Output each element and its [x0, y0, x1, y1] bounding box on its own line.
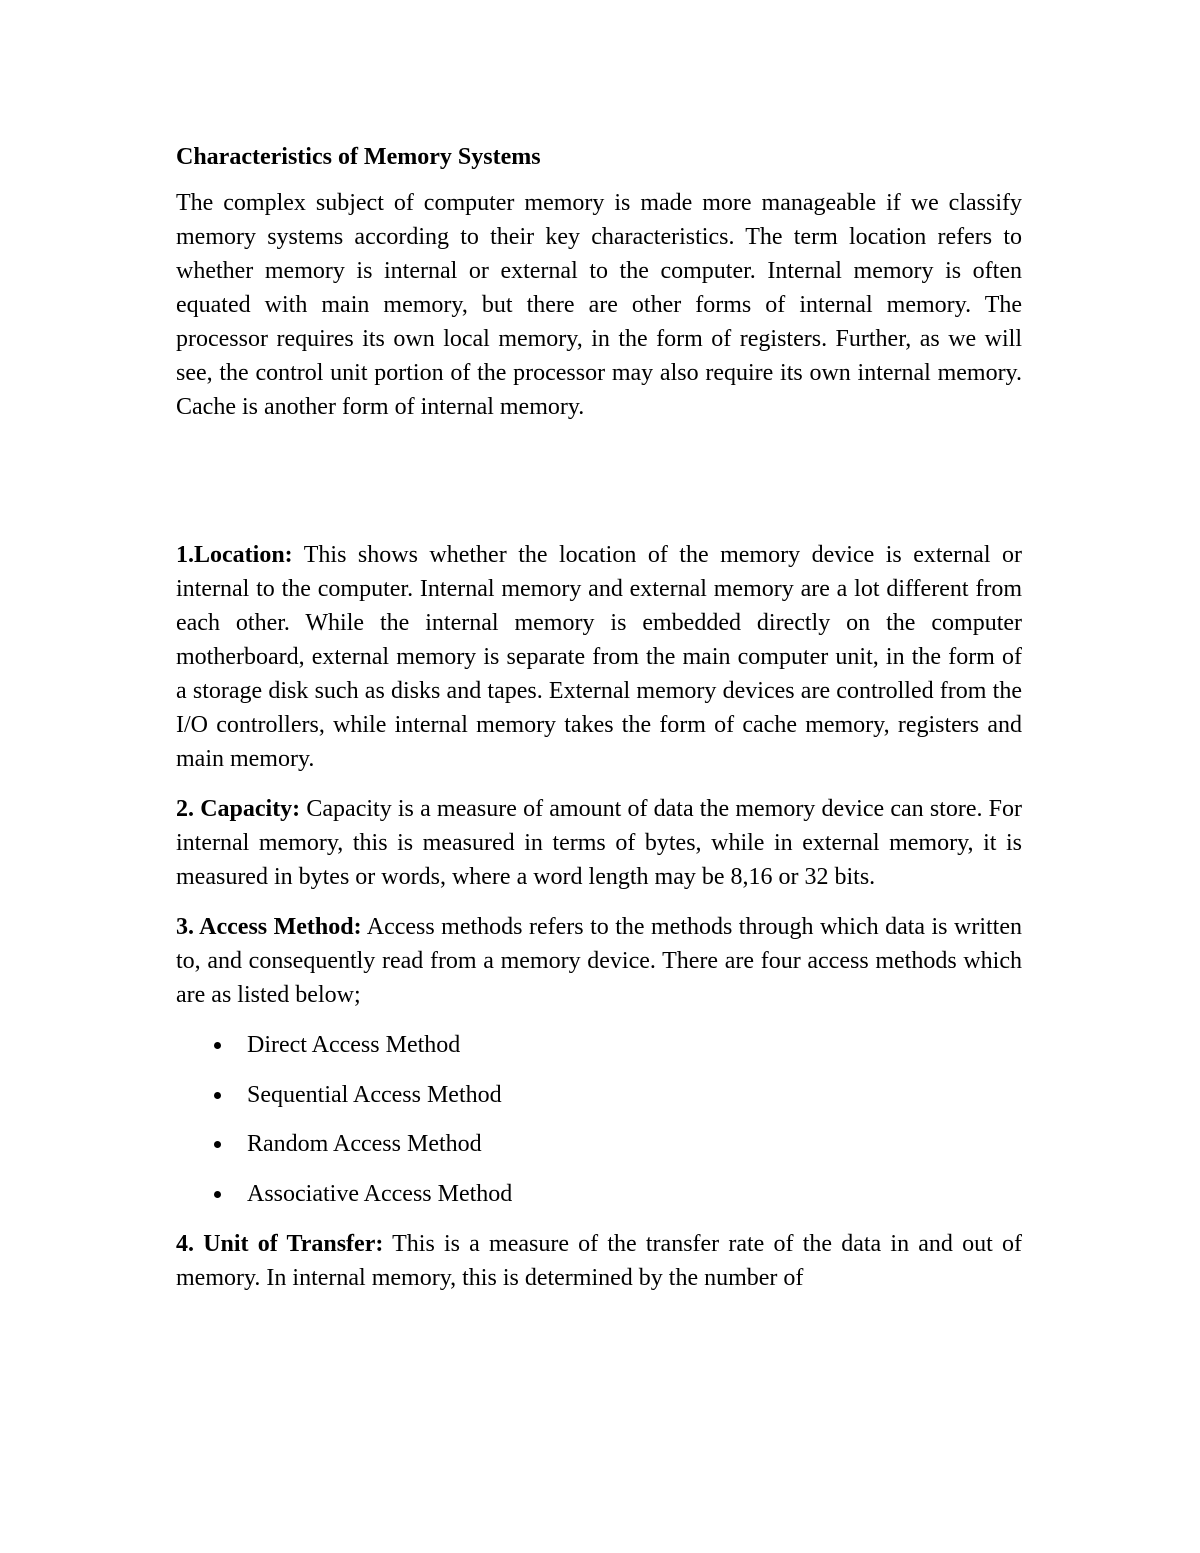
access-methods-list: [176, 1028, 1022, 1211]
section-text: This is a measure of the transfer rate of the data in and out of memory. In internal memory, this is determined by the number of: [176, 1230, 1022, 1291]
list-item-text: Random Access Method: [247, 1131, 482, 1157]
list-item: [176, 1127, 1022, 1161]
list-item: [176, 1177, 1022, 1211]
section-unit-of-transfer: [176, 1227, 1022, 1295]
bullet-icon: [214, 1141, 221, 1148]
bullet-icon: [214, 1191, 221, 1198]
section-capacity: [176, 792, 1022, 894]
document-title: Characteristics of Memory Systems: [176, 144, 541, 170]
section-access-method: [176, 910, 1022, 1012]
list-item-text: Direct Access Method: [247, 1032, 461, 1058]
section-label: 4. Unit of Transfer:: [176, 1230, 384, 1257]
bullet-icon: [214, 1092, 221, 1099]
intro-paragraph: The complex subject of computer memory is made more manageable if we classify memory systems according to their key characteristics. The term location refers to whether memory is internal or external to the computer. Internal memory is often equated with main memory, but there are other forms of internal memory. The processor requires its own local memory, in the form of registers. Further, as we will see, the control unit portion of the processor may also require its own internal memory. Cache is another form of internal memory.: [176, 190, 1022, 420]
list-item-text: Sequential Access Method: [247, 1081, 502, 1108]
document-page: [176, 140, 1022, 1311]
section-text: Access methods refers to the methods through which data is written to, and consequently read from a memory device. There are four access methods which are as listed below;: [176, 914, 1022, 1008]
section-label: 3. Access Method:: [176, 914, 362, 940]
list-item: [176, 1078, 1022, 1112]
section-text: This shows whether the location of the memory device is external or internal to the computer. Internal memory and external memory are a lot different from each other. While the internal memory is embedded directly on the computer motherboard, external memory is separate from the main computer unit, in the form of a storage disk such as disks and tapes. External memory devices are controlled from the I/O controllers, while internal memory takes the form of cache memory, registers and main memory.: [176, 542, 1022, 772]
list-item: [176, 1028, 1022, 1062]
list-item-text: Associative Access Method: [247, 1180, 513, 1207]
section-location: [176, 538, 1022, 776]
section-label: 2. Capacity:: [176, 796, 301, 822]
section-label: 1.Location:: [176, 542, 293, 568]
bullet-icon: [214, 1042, 221, 1049]
section-text: Capacity is a measure of amount of data the memory device can store. For internal memory, this is measured in terms of bytes, while in external memory, it is measured in bytes or words, where a word length may be 8,16 or 32 bits.: [176, 796, 1023, 890]
